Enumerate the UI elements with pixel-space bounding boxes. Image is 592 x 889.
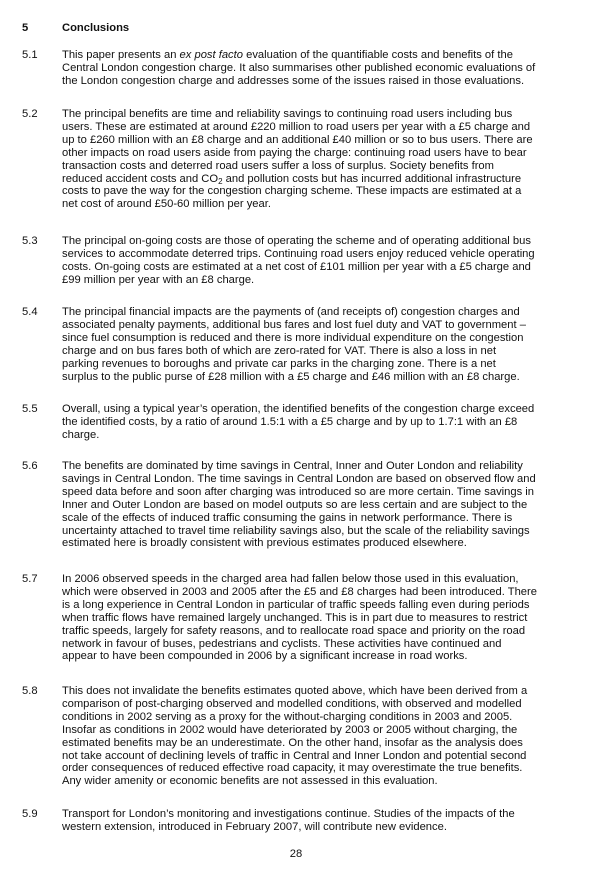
text-line: is a long experience in Central London in particular of traffic speeds falling even during periods [62, 598, 530, 611]
paragraph-text [62, 808, 572, 834]
text-line: surplus to the public purse of £28 million with a £5 charge and £46 million with an £8 charge. [62, 370, 520, 383]
text-line: other impacts on road users aside from paying the charge: continuing road users have to bear [62, 146, 527, 159]
text-line: net cost of around £50-60 million per year. [62, 198, 271, 211]
text-line: Central London congestion charge. It also summarises other published economic evaluations of [62, 61, 536, 74]
text-line: western extension, introduced in February 2007, will contribute new evidence. [62, 820, 447, 833]
text-line: reduced accident costs and $CO_2$ and pollution costs but has incurred additional infrastructure [62, 172, 522, 186]
text-line: transaction costs and deterred road users suffer a loss of surplus. Society benefits from [62, 159, 494, 172]
text-line: parking revenues to boroughs and private car parks in the charging zone. There is a net [62, 357, 496, 370]
text-line: not take account of declining levels of traffic in Central and Inner London and potential second [62, 749, 527, 762]
text-line: the identified costs, by a ratio of around 1.5:1 with a £5 charge and by up to 1.7:1 with an £8 [62, 415, 518, 428]
text-line: speed data before and soon after charging was introduced so are more certain. Time savings in [62, 485, 535, 498]
paragraph-number: 5.5 [22, 403, 38, 415]
paragraph-number: 5.7 [22, 573, 38, 585]
paragraph-text [62, 235, 572, 287]
paragraph-number: 5.2 [22, 108, 38, 120]
paragraph-number: 5.1 [22, 49, 38, 61]
text-line: costs. On-going costs are estimated at a net cost of £101 million per year with a £5 charge and [62, 260, 531, 273]
paragraph-text [62, 306, 572, 383]
text-line: network in favour of buses, pedestrians and cyclists. These activities have continued and [62, 637, 502, 650]
text-line: users. These are estimated at around £220 million to road users per year with a £5 charge and [62, 120, 531, 133]
section-title: Conclusions [62, 22, 130, 34]
text-line: conditions in 2002 serving as a proxy for the without-charging conditions in 2003 and 2005. [62, 710, 513, 723]
text-line: £99 million per year with an £8 charge. [62, 273, 255, 286]
text-line: the London congestion charge and addresses some of the issues raised in those evaluations. [62, 74, 525, 87]
text-line: when traffic flows have remained largely unchanged. This is in part due to measures to restrict [62, 611, 528, 624]
text-line: Any wider amenity or economic benefits are not assessed in this evaluation. [62, 775, 438, 788]
text-line: This does not invalidate the benefits estimates quoted above, which have been derived from a [62, 685, 528, 697]
paragraph-text [62, 403, 572, 442]
text-line: Inner and Outer London are based on model outputs so are less certain and are subject to the [62, 498, 528, 511]
text-line: costs to pave the way for the congestion charging scheme. These impacts are estimated at a [62, 185, 522, 198]
paragraph-text [62, 573, 572, 663]
paragraph-number: 5.4 [22, 306, 38, 318]
text-line: traffic speeds, largely for safety reasons, and to reallocate road space and priority on the road [62, 624, 526, 637]
paragraph-number: 5.8 [22, 685, 38, 697]
text-line: scale of the effects of induced traffic consuming the gains in network performance. There is [62, 511, 513, 524]
text-line: order consequences of reduced effective road capacity, it may overestimate the true benefits. [62, 762, 523, 775]
text-line: In 2006 observed speeds in the charged area had fallen below those used in this evaluation, [62, 573, 519, 585]
text-line: uncertainty attached to travel time reliability savings also, but the scale of the reliability savings [62, 524, 530, 537]
text-line: appear to have been compounded in 2006 by a significant increase in road works. [62, 650, 468, 663]
page-number: 28 [289, 848, 303, 860]
section-number: 5 [22, 22, 29, 34]
text-line: The principal on-going costs are those of operating the scheme and of operating additional bus [62, 235, 531, 247]
text-line: The benefits are dominated by time savings in Central, Inner and Outer London and reliability [62, 460, 523, 472]
text-line: services to accommodate deterred trips. Continuing road users enjoy reduced vehicle operating [62, 247, 535, 260]
text-line: estimated here is broadly consistent with previous estimates produced elsewhere. [62, 537, 467, 550]
text-line: comparison of post-charging observed and modelled conditions, with observed and modelled [62, 697, 522, 710]
text-line: The principal benefits are time and reliability savings to continuing road users including bus [62, 108, 513, 120]
text-line: charge and on bus fares both of which are zero-rated for VAT. There is also a loss in net [62, 344, 497, 357]
text-line: The principal financial impacts are the payments of (and receipts of) congestion charges and [62, 306, 520, 318]
text-line: Transport for London’s monitoring and investigations continue. Studies of the impacts of the [62, 808, 515, 820]
text-line: Insofar as conditions in 2002 would have deteriorated by 2003 or 2005 without charging, the [62, 723, 518, 736]
text-line: which were observed in 2003 and 2005 after the £5 and £8 charges had been introduced. There [62, 585, 537, 598]
text-line: up to £260 million with an £8 charge and an additional £40 million or so to bus users. There are [62, 133, 533, 146]
paragraph-number: 5.6 [22, 460, 38, 472]
paragraph-number: 5.3 [22, 235, 38, 247]
text-line: Overall, using a typical year’s operation, the identified benefits of the congestion charge exceed [62, 403, 535, 415]
text-line: charge. [62, 428, 100, 441]
paragraph-text [62, 685, 572, 788]
text-line: since fuel consumption is reduced and there is more individual expenditure on the congestion [62, 331, 524, 344]
paragraph-text [62, 49, 572, 88]
paragraph-number: 5.9 [22, 808, 38, 820]
text-line: associated penalty payments, additional bus fares and lost fuel duty and VAT to government – [62, 318, 526, 331]
paragraph-text [62, 108, 572, 211]
text-line: This paper presents an ex post facto evaluation of the quantifiable costs and benefits of the [62, 49, 513, 61]
text-line: savings in Central London. The time savings in Central London are based on observed flow and [62, 472, 536, 485]
paragraph-text [62, 460, 572, 550]
text-line: estimated benefits may be an underestimate. On the other hand, insofar as the analysis does [62, 736, 523, 749]
